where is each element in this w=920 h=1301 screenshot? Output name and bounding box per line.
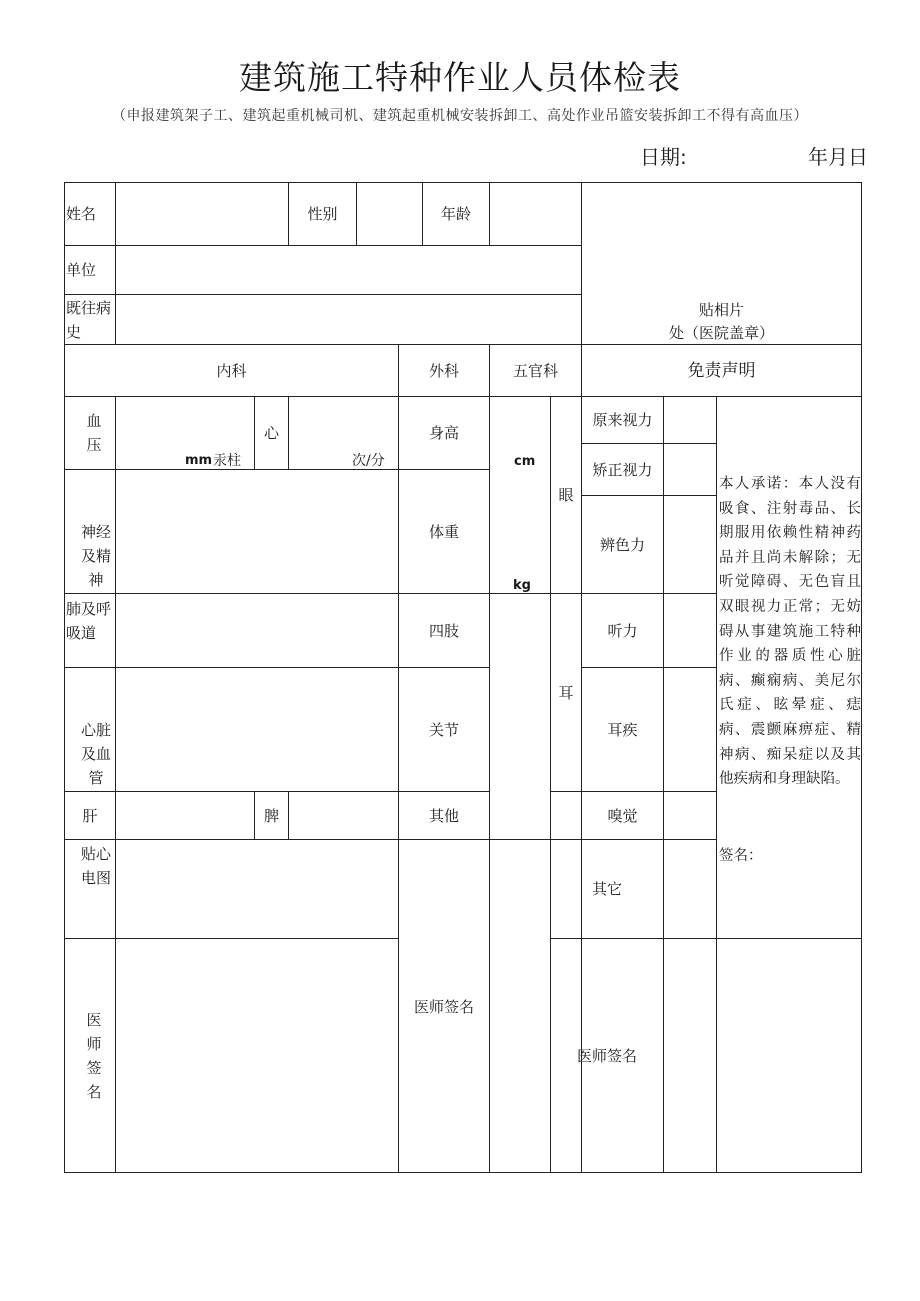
history-input[interactable] xyxy=(116,295,581,344)
neuro-label: 神经及精神 xyxy=(80,523,111,589)
liver-label: 肝 xyxy=(82,806,98,825)
orig-vision-label: 原来视力 xyxy=(592,411,653,429)
pledge-text: 本人承诺：本人没有吸食、注射毒品、长期服用依赖性精神药品并且尚未解除；无听觉障碍、无色盲且双眼视力正常；无妨碍从事建筑施工特种作业的器质性心脏病、癫痫病、美尼尔氏症、眩晕症、痣病、震颤麻痹症、精神病、痴呆症以及其他疾病和身理缺陷。 xyxy=(719,476,861,788)
color-vision-label: 辨色力 xyxy=(599,535,645,554)
ent-header: 五官科 xyxy=(512,361,558,380)
height-label: 身高 xyxy=(428,424,459,442)
heart-label: 心脏及血管 xyxy=(80,721,111,787)
doctor-sign-ent: 医师签名 xyxy=(576,1047,637,1065)
doctor-sign-surgery: 医师签名 xyxy=(413,997,474,1016)
unit-input[interactable] xyxy=(116,246,581,294)
heart-rate-label: 心 xyxy=(263,424,279,442)
unit-label: 单位 xyxy=(66,261,97,279)
history-label: 既往病史 xyxy=(66,299,112,341)
disclaimer-header: 免责声明 xyxy=(687,360,756,381)
limbs-label: 四肢 xyxy=(428,621,459,640)
heart-rate-unit: 次/分 xyxy=(352,453,385,469)
bp-unit-mm: mm xyxy=(185,453,213,468)
gender-input[interactable] xyxy=(357,183,422,245)
gender-label: 性别 xyxy=(307,205,338,223)
internal-header: 内科 xyxy=(216,361,247,380)
weight-unit: kg xyxy=(513,578,531,593)
age-label: 年龄 xyxy=(440,205,471,223)
ecg-label: 贴心电图 xyxy=(80,845,111,887)
bp-label: 血压 xyxy=(86,412,102,454)
photo-note: 处（医院盖章） xyxy=(668,324,774,342)
form-subtitle: （申报建筑架子工、建筑起重机械司机、建筑起重机械安装拆卸工、高处作业吊篮安装拆卸工不得有高血压） xyxy=(112,108,808,124)
form-title: 建筑施工特种作业人员体检表 xyxy=(239,58,681,97)
lung-label: 肺及呼吸道 xyxy=(66,600,112,642)
other-label: 其他 xyxy=(428,806,459,825)
height-unit: cm xyxy=(514,454,536,469)
joints-label: 关节 xyxy=(428,720,459,739)
age-input[interactable] xyxy=(490,183,581,245)
date-ymd: 年月日 xyxy=(808,145,868,169)
name-label: 姓名 xyxy=(66,205,97,223)
smell-label: 嗅觉 xyxy=(607,806,638,825)
hearing-label: 听力 xyxy=(607,621,638,640)
photo-label: 贴相片 xyxy=(698,301,744,319)
corrected-vision-label: 矫正视力 xyxy=(592,460,653,479)
other2-label: 其它 xyxy=(591,880,622,898)
bp-unit-hg: 汞柱 xyxy=(213,453,241,469)
name-input[interactable] xyxy=(116,183,288,245)
sign-label: 签名： xyxy=(719,848,763,864)
ear-disease-label: 耳疾 xyxy=(607,720,638,739)
weight-label: 体重 xyxy=(428,522,459,541)
doctor-sign-internal: 医师签名 xyxy=(86,1011,102,1101)
spleen-label: 脾 xyxy=(263,806,279,825)
eye-label: 眼 xyxy=(558,486,574,504)
date-label: 日期: xyxy=(640,145,687,169)
surgery-header: 外科 xyxy=(428,361,459,380)
ear-label: 耳 xyxy=(558,683,574,702)
